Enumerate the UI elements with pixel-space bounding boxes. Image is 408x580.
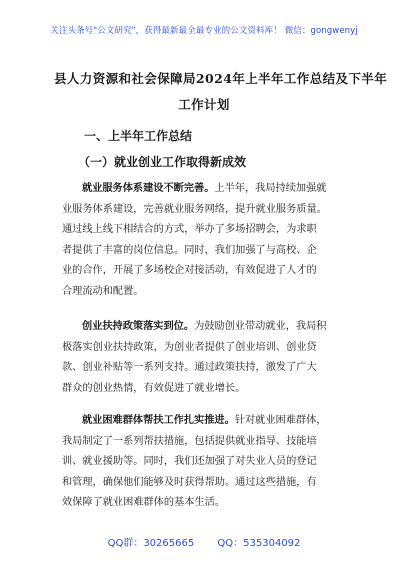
- footer-contact: [0, 534, 408, 549]
- qq-group-number: QQ群：30265665: [107, 538, 195, 549]
- paragraph-line: 款、创业补贴等一系列支持。通过政策扶持，激发了广大: [62, 362, 317, 373]
- paragraph-line: 者提供了丰富的岗位信息。同时，我们加强了与高校、企: [62, 244, 317, 256]
- section-heading: 一、上半年工作总结: [84, 129, 193, 143]
- paragraph-line: 效保障了就业困难群体的基本生活。: [62, 497, 225, 508]
- paragraph-line: 合理流动和配置。: [62, 285, 144, 297]
- paragraph-line: 群众的创业热情，有效促进了就业增长。: [62, 382, 246, 394]
- paragraph-line: 就业困难群体帮扶工作扎实推进。针对就业困难群体，: [62, 410, 352, 432]
- paragraph-line: 业服务体系建设，完善就业服务网络，提升就业服务质量。: [62, 203, 327, 215]
- paragraph-line: 和管理，确保他们能够及时获得帮助。通过这些措施，有: [62, 476, 317, 488]
- paragraph-line: 我局制定了一系列帮扶措施，包括提供就业指导、技能培: [62, 435, 317, 447]
- paragraph-line: 业的合作，开展了多场校企对接活动，有效促进了人才的: [62, 265, 317, 276]
- paragraph-line: 极落实创业扶持政策，为创业者提供了创业培训、创业贷: [62, 341, 317, 353]
- document-title: [54, 66, 388, 118]
- paragraph-lead: 就业服务体系建设不断完善。: [82, 182, 215, 194]
- paragraph-line: 训、就业援助等。同时，我们还加强了对失业人员的登记: [62, 456, 317, 467]
- paragraph-lead: 创业扶持政策落实到位。: [82, 320, 195, 332]
- paragraph-line: 通过线上线下相结合的方式，举办了多场招聘会，为求职: [62, 224, 317, 235]
- paragraph-entrepreneurship: [62, 316, 352, 399]
- header-banner: 关注头条号"公文研究"，获得最新最全最专业的公文资料库！ 微信：gongwenyj: [50, 26, 358, 36]
- paragraph-lead: 就业困难群体帮扶工作扎实推进。: [82, 414, 235, 426]
- paragraph-line: 就业服务体系建设不断完善。上半年，我局持续加强就: [62, 178, 352, 200]
- paragraph-line: 创业扶持政策落实到位。为鼓励创业带动就业，我局积: [62, 316, 352, 338]
- qq-number: QQ：535304092: [217, 538, 301, 549]
- subsection-heading: （一）就业创业工作取得新成效: [78, 155, 247, 169]
- title-line-2: 工作计划: [178, 97, 230, 112]
- title-line-1: 县人力资源和社会保障局2024年上半年工作总结及下半年: [54, 71, 388, 86]
- paragraph-employment-service: [62, 178, 352, 302]
- paragraph-assistance: [62, 410, 352, 514]
